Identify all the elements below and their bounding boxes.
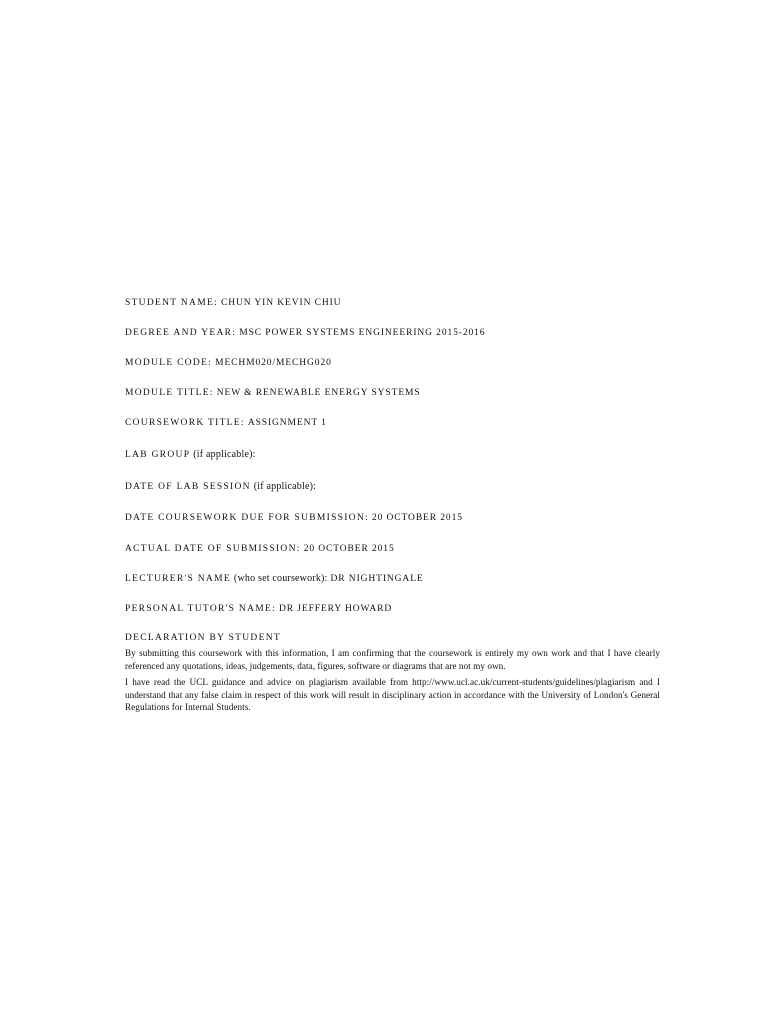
due-date-field <box>125 511 463 525</box>
lab-group-field <box>125 448 256 462</box>
lecturer-name-field <box>125 572 424 586</box>
student-name-field <box>125 296 341 310</box>
degree-and-year-value: MSC POWER SYSTEMS ENGINEERING 2015-2016 <box>239 328 486 338</box>
due-date-value: 20 OCTOBER 2015 <box>371 513 463 523</box>
degree-and-year-field <box>125 326 485 340</box>
coursework-title-value: ASSIGNMENT 1 <box>247 418 327 428</box>
module-code-label: MODULE CODE: <box>125 358 213 368</box>
personal-tutor-field <box>125 602 392 616</box>
module-code-value: MECHM020/MECHG020 <box>215 358 332 368</box>
date-of-lab-session-note: (if applicable): <box>253 481 317 492</box>
coursework-title-label: COURSEWORK TITLE: <box>125 418 245 428</box>
coursework-title-field <box>125 416 327 430</box>
lab-group-label: LAB GROUP <box>125 450 191 460</box>
module-title-label: MODULE TITLE: <box>125 388 214 398</box>
due-date-label: DATE COURSEWORK DUE FOR SUBMISSION: <box>125 513 369 523</box>
personal-tutor-value: DR JEFFERY HOWARD <box>279 604 393 614</box>
student-name-value: CHUN YIN KEVIN CHIU <box>220 298 342 308</box>
student-name-label: STUDENT NAME: <box>125 298 218 308</box>
declaration-paragraph-2: I have read the UCL guidance and advice on plagiarism available from http://www.ucl.ac.uk/current-students/guidelines/plagiarism and I understand that any false claim in respect of this work will result in disciplinary action in accordance with the University of London's General Regulations for Internal Students. <box>125 677 660 712</box>
degree-and-year-label: DEGREE AND YEAR: <box>125 328 237 338</box>
submission-date-field <box>125 542 395 556</box>
declaration-paragraph-1: By submitting this coursework with this information, I am confirming that the coursework is entirely my own work and that I have clearly referenced any quotations, ideas, judgements, data, figures, software or diagrams that are not my own. <box>125 648 660 671</box>
module-code-field <box>125 356 332 370</box>
module-title-field <box>125 386 421 400</box>
date-of-lab-session-label: DATE OF LAB SESSION <box>125 482 251 492</box>
coursework-cover-sheet <box>125 0 660 1024</box>
lecturer-name-note: (who set coursework): <box>233 573 328 584</box>
submission-date-value: 20 OCTOBER 2015 <box>303 544 395 554</box>
declaration-heading: DECLARATION BY STUDENT <box>125 633 281 643</box>
module-title-value: NEW & RENEWABLE ENERGY SYSTEMS <box>216 388 421 398</box>
lecturer-name-label: LECTURER'S NAME <box>125 574 231 584</box>
lecturer-name-value: DR NIGHTINGALE <box>330 574 424 584</box>
personal-tutor-label: PERSONAL TUTOR'S NAME: <box>125 604 277 614</box>
date-of-lab-session-field <box>125 480 316 494</box>
lab-group-note: (if applicable): <box>193 449 256 460</box>
submission-date-label: ACTUAL DATE OF SUBMISSION: <box>125 544 301 554</box>
